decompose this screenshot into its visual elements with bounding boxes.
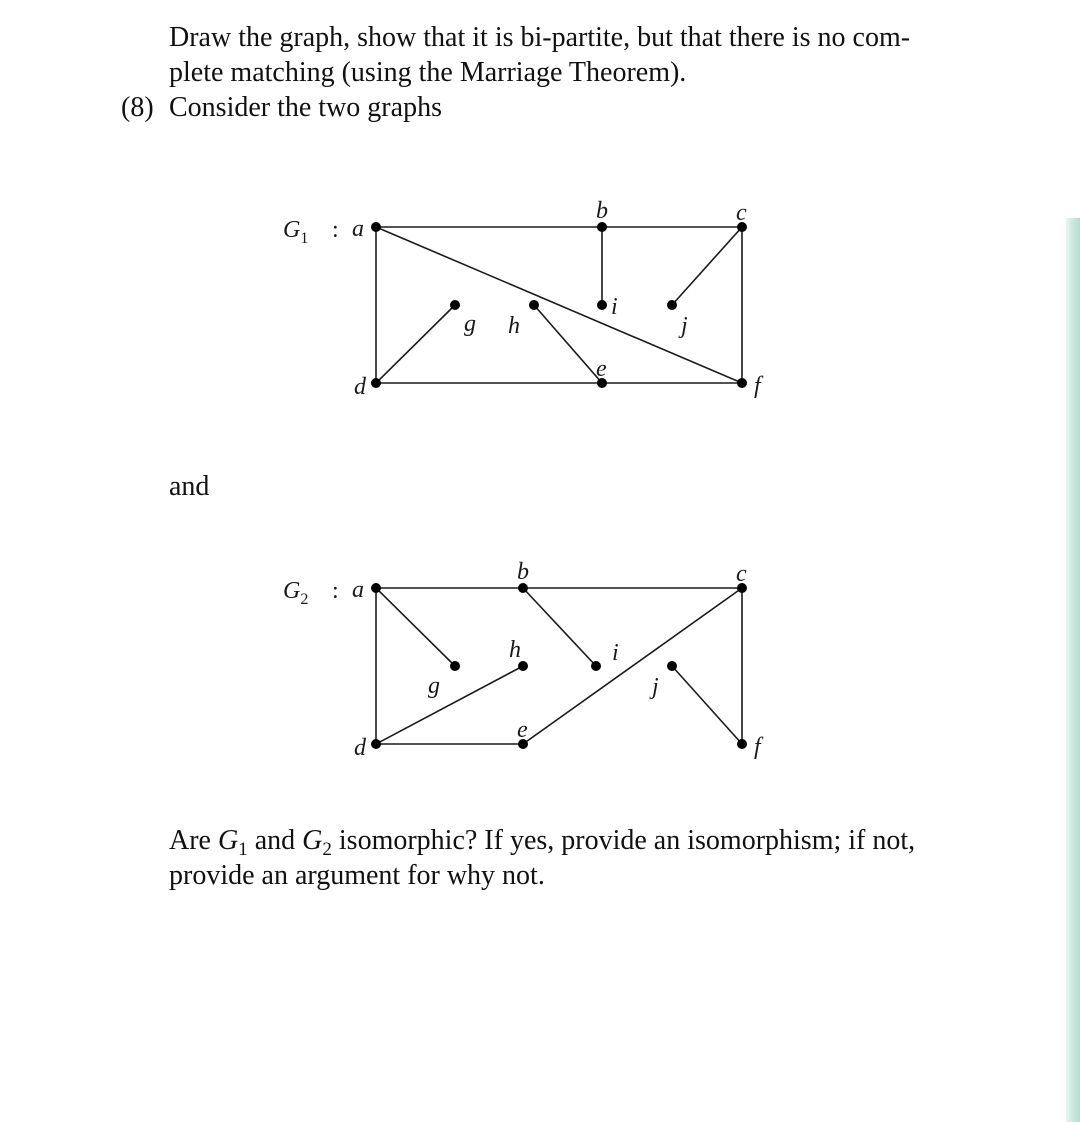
g2-vertex-j xyxy=(667,661,677,671)
problem-intro: Consider the two graphs xyxy=(169,92,442,123)
question-line-1: Are $G_1$ and $G_2$ isomorphic? If yes, provide an isomorphism; if not, xyxy=(169,825,916,860)
g2-vertex-i xyxy=(591,661,601,671)
g2-vertex-a xyxy=(371,583,381,593)
g1-label-e: e xyxy=(596,356,607,382)
g1-colon: : xyxy=(332,217,339,243)
g2-vertex-f xyxy=(737,739,747,749)
g2-colon: : xyxy=(332,578,339,604)
g1-label-b: b xyxy=(596,198,608,224)
g2-edge-d-h xyxy=(376,666,523,744)
g2-label-i: i xyxy=(612,640,619,666)
g2-label-g: g xyxy=(428,673,440,699)
g2-label-b: b xyxy=(517,559,529,585)
g2-edge-a-g xyxy=(376,588,455,666)
g2-name: $G_2$ xyxy=(283,578,309,608)
g2-vertex-d xyxy=(371,739,381,749)
connector-and: and xyxy=(169,471,210,502)
g2-label-a: a xyxy=(352,577,364,603)
g2-label-h: h xyxy=(509,637,521,663)
g1-label-a: a xyxy=(352,216,364,242)
g2-label-d: d xyxy=(354,735,366,761)
g1-name: $G_1$ xyxy=(283,217,309,247)
g1-label-h: h xyxy=(508,313,520,339)
g2-edge-e-c xyxy=(523,588,742,744)
g1-label-g: g xyxy=(464,311,476,337)
g1-label-d: d xyxy=(354,374,366,400)
question-line-2: provide an argument for why not. xyxy=(169,860,545,891)
g2-label-c: c xyxy=(736,561,747,587)
g1-label-c: c xyxy=(736,200,747,226)
g2-label-f: f xyxy=(754,734,761,760)
page-edge-shadow xyxy=(1066,218,1080,1122)
previous-problem-line-2: plete matching (using the Marriage Theorem). xyxy=(169,57,687,88)
previous-problem-line-1: Draw the graph, show that it is bi-partite, but that there is no com- xyxy=(169,22,911,53)
g1-label-f: f xyxy=(754,373,761,399)
g1-label-j: j xyxy=(681,313,688,339)
g2-edge-j-f xyxy=(672,666,742,744)
question-g2: G xyxy=(302,825,323,856)
g2-label-e: e xyxy=(517,717,528,743)
g2-label-j: j xyxy=(652,674,659,700)
question-g1: G xyxy=(217,825,239,856)
g2-vertex-g xyxy=(450,661,460,671)
g1-label-i: i xyxy=(611,294,618,320)
g2-edge-b-i xyxy=(523,588,596,666)
problem-number: (8) xyxy=(121,92,154,123)
